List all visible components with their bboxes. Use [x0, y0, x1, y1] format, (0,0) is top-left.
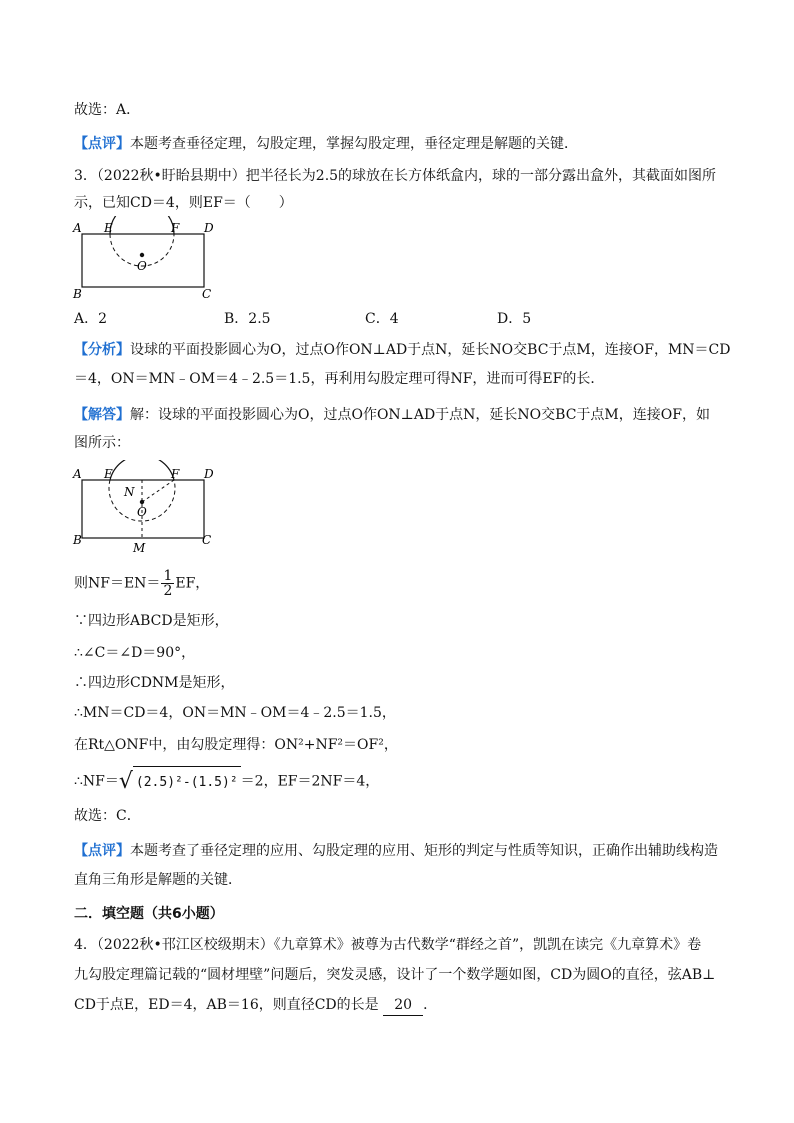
analysis-line-2: ＝4，ON＝MN﹣OM＝4﹣2.5＝1.5，再利用勾股定理可得NF，进而可得EF的长． — [74, 371, 605, 387]
question-4-end: ． — [423, 997, 438, 1013]
fraction-denominator: 2 — [163, 583, 173, 599]
section-heading: 二．填空题（共6小题） — [74, 906, 224, 922]
analysis-tag: 【分析】 — [74, 342, 130, 358]
option-a[interactable]: A．2 — [74, 311, 108, 327]
label-c: C — [202, 533, 212, 547]
label-b: B — [73, 287, 82, 301]
label-a: A — [73, 467, 82, 481]
sphere-arc-visible — [110, 216, 174, 234]
sqrt-suffix: ＝2，EF＝2NF＝4， — [240, 773, 380, 790]
comment-text: 本题考查垂径定理，勾股定理，掌握勾股定理，垂径定理是解题的关键． — [130, 136, 578, 152]
comment-2-line-1 — [74, 841, 718, 861]
label-e: E — [104, 467, 113, 481]
eq-prefix: 则NF＝EN＝ — [74, 575, 161, 592]
answer-blank[interactable]: 20 — [383, 995, 423, 1016]
fraction-numerator: 1 — [163, 568, 173, 584]
comment-2-line-2: 直角三角形是解题的关键． — [74, 872, 242, 888]
comment-tag: 【点评】 — [74, 136, 130, 152]
solution-tag: 【解答】 — [74, 407, 130, 423]
solution-line-7: ∴MN＝CD＝4，ON＝MN﹣OM＝4﹣2.5＝1.5， — [74, 705, 396, 721]
center-point — [140, 500, 144, 504]
label-c: C — [202, 287, 212, 301]
solution-line-3 — [74, 569, 209, 598]
square-root-expression — [119, 766, 241, 797]
label-a: A — [73, 221, 82, 235]
label-o: O — [137, 505, 147, 519]
comment-line-1 — [74, 134, 578, 154]
analysis-line-1 — [74, 340, 730, 360]
solution-line-1 — [74, 405, 710, 425]
solution-line-4: ∵四边形ABCD是矩形， — [74, 613, 229, 629]
solution-line-5: ∴∠C＝∠D＝90°， — [74, 645, 196, 661]
question-3-line-1: 3．（2022秋•盱眙县期中）把半径长为2.5的球放在长方体纸盒内，球的一部分露出盒外，其截面如图所 — [74, 168, 717, 184]
comment-2-text: 本题考查了垂径定理的应用、勾股定理的应用、矩形的判定与性质等知识，正确作出辅助线构造 — [130, 843, 718, 859]
label-d: D — [204, 221, 214, 235]
solution-line-2: 图所示： — [74, 435, 130, 451]
label-e: E — [104, 221, 113, 235]
label-f: F — [171, 221, 180, 235]
solution-line-10: 故选：C． — [74, 808, 141, 824]
solution-text: 解：设球的平面投影圆心为O，过点O作ON⊥AD于点N，延长NO交BC于点M，连接OF，如 — [130, 407, 710, 423]
label-f: F — [171, 467, 180, 481]
question-4-line-1: 4．（2022秋•邗江区校级期末）《九章算术》被尊为古代数学“群经之首”，凯凯在读完《九章算术》卷 — [74, 937, 702, 953]
analysis-text: 设球的平面投影圆心为O，过点O作ON⊥AD于点N，延长NO交BC于点M，连接OF，MN＝CD — [130, 342, 731, 358]
answer-line-1: 故选：A． — [74, 102, 141, 118]
question-4-text: CD于点E，ED＝4，AB＝16，则直径CD的长是 — [74, 997, 379, 1013]
question-3-line-2: 示，已知CD＝4，则EF＝（ ） — [74, 195, 293, 211]
option-b[interactable]: B．2.5 — [224, 311, 271, 327]
option-c[interactable]: C．4 — [365, 311, 399, 327]
solution-line-9 — [74, 766, 379, 797]
label-m: M — [133, 541, 146, 555]
label-n: N — [124, 485, 135, 499]
radicand: (2.5)²-(1.5)² — [133, 766, 241, 797]
sqrt-prefix: ∴NF＝ — [74, 773, 119, 790]
eq-suffix: EF， — [175, 575, 210, 592]
fraction-one-half — [161, 569, 174, 598]
sphere-arc-visible — [110, 460, 174, 480]
center-point — [140, 253, 144, 257]
option-d[interactable]: D．5 — [497, 311, 532, 327]
solution-line-6: ∴四边形CDNM是矩形， — [74, 675, 235, 691]
figure-box-with-sphere-construction — [70, 460, 220, 560]
question-4-line-2: 九勾股定理篇记载的“圆材埋壁”问题后，突发灵感，设计了一个数学题如图，CD为圆O的直径，弦AB⊥ — [74, 967, 716, 983]
radical-sign-icon: √ — [118, 769, 133, 794]
label-o: O — [137, 259, 147, 273]
comment-2-tag: 【点评】 — [74, 843, 130, 859]
label-b: B — [73, 533, 82, 547]
question-4-line-3 — [74, 995, 437, 1016]
label-d: D — [204, 467, 214, 481]
solution-line-8: 在Rt△ONF中，由勾股定理得：ON²+NF²＝OF²， — [74, 737, 398, 753]
segment-of — [142, 480, 174, 502]
answer-options — [74, 309, 594, 329]
figure-box-with-sphere — [70, 216, 220, 306]
